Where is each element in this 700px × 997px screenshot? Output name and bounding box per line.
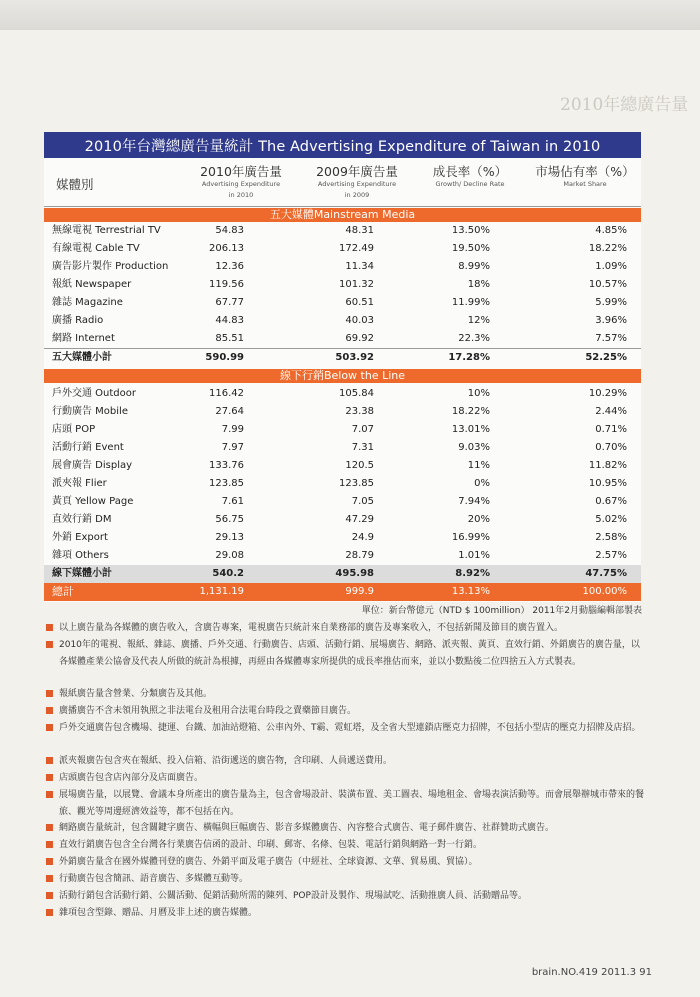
bullet-square-icon [46, 724, 53, 731]
table-row [44, 529, 641, 547]
header-growth [415, 165, 525, 189]
row-name: 黃頁 Yellow Page [52, 496, 134, 507]
row-name: 無線電視 Terrestrial TV [52, 225, 161, 236]
row-name: 外銷 Export [52, 532, 108, 543]
row-share: 4.85% [595, 225, 627, 236]
row-growth: 18.22% [451, 406, 490, 417]
row-2010: 133.76 [209, 460, 244, 471]
row-2010: 116.42 [209, 388, 244, 399]
background-heading: 2010年總廣告量 [560, 95, 689, 115]
row-2009: 7.31 [351, 442, 374, 453]
bullet-square-icon [46, 690, 53, 697]
table-row [44, 403, 641, 421]
note-text: 外銷廣告量含在國外媒體刊登的廣告、外銷平面及電子廣告（中經社、全球資源、文華、貿易風、貿協）。 [59, 857, 478, 867]
row-name: 有線電視 Cable TV [52, 243, 140, 254]
bullet-square-icon [46, 875, 53, 882]
bullet-square-icon [46, 791, 53, 798]
unit-note: 單位：新台幣億元（NTD $ 100million） 2011年2月動腦編輯部製表 [361, 606, 642, 616]
row-name: 活動行銷 Event [52, 442, 124, 453]
row-2010: 27.64 [215, 406, 244, 417]
row-2009: 7.07 [351, 424, 374, 435]
row-name: 雜誌 Magazine [52, 297, 123, 308]
row-share: 10.57% [588, 279, 627, 290]
row-share: 5.99% [595, 297, 627, 308]
table-row [44, 312, 641, 330]
row-growth: 17.28% [448, 352, 490, 363]
row-2010: 540.2 [212, 568, 244, 579]
row-growth: 1.01% [458, 550, 490, 561]
row-2009: 105.84 [339, 388, 374, 399]
note-text: 戶外交通廣告包含機場、捷運、台鐵、加油站燈箱、公車內外、T霸、霓虹塔，及全省大型連鎖店壓克力招牌，不包括小型店的壓克力招牌及店招。 [59, 723, 641, 733]
row-share: 0.67% [595, 496, 627, 507]
note-text: 以上廣告量為各媒體的廣告收入，含廣告專案，電視廣告只統計來自業務部的廣告及專案收入，不包括新聞及節目的廣告置入。 [59, 623, 564, 633]
header-2010-main: 2010年廣告量 [200, 164, 282, 179]
row-2009: 503.92 [335, 352, 374, 363]
table-row [44, 457, 641, 475]
header-divider [44, 206, 641, 207]
row-name: 五大媒體小計 [52, 352, 112, 363]
row-2010: 123.85 [209, 478, 244, 489]
table-row [44, 385, 641, 403]
note-text: 派夾報廣告包含夾在報紙、投入信箱、沿街遞送的廣告物，含印刷、人員遞送費用。 [59, 756, 393, 766]
row-name: 派夾報 Flier [52, 478, 107, 489]
note-text: 店頭廣告包含店內部分及店面廣告。 [59, 773, 204, 783]
row-share: 7.57% [595, 333, 627, 344]
row-name: 廣播 Radio [52, 315, 104, 326]
bullet-square-icon [46, 757, 53, 764]
row-share: 100.00% [582, 586, 627, 597]
table-title: 2010年台灣總廣告量統計 The Advertising Expenditure of Taiwan in 2010 [44, 132, 641, 158]
row-share: 10.29% [588, 388, 627, 399]
row-growth: 13.01% [451, 424, 490, 435]
row-share: 1.09% [595, 261, 627, 272]
table-row [44, 493, 641, 511]
row-share: 0.71% [595, 424, 627, 435]
note-text: 網路廣告量統計，包含關鍵字廣告、橫幅與巨幅廣告、影音多媒體廣告、內容整合式廣告、電子郵件廣告、社群贊助式廣告。 [59, 823, 555, 833]
row-growth: 8.92% [455, 568, 490, 579]
row-share: 2.58% [595, 532, 627, 543]
row-2009: 7.05 [351, 496, 374, 507]
row-2009: 495.98 [335, 568, 374, 579]
total-row [44, 583, 641, 601]
row-growth: 18% [467, 279, 490, 290]
row-2010: 7.97 [221, 442, 244, 453]
row-2010: 54.83 [215, 225, 244, 236]
header-growth-sub: Growth/ Decline Rate [435, 180, 505, 189]
table-row [44, 421, 641, 439]
row-growth: 0% [474, 478, 490, 489]
header-2010-sub1: Advertising Expenditure [201, 180, 281, 189]
row-2009: 69.92 [345, 333, 374, 344]
row-share: 47.75% [585, 568, 627, 579]
bullet-square-icon [46, 641, 53, 648]
row-2010: 590.99 [205, 352, 244, 363]
row-2010: 67.77 [215, 297, 244, 308]
table-row [44, 330, 641, 348]
row-growth: 12% [467, 315, 490, 326]
row-2009: 23.38 [345, 406, 374, 417]
row-share: 52.25% [585, 352, 627, 363]
row-growth: 13.50% [451, 225, 490, 236]
row-growth: 16.99% [451, 532, 490, 543]
header-2010-sub2: in 2010 [228, 190, 254, 199]
header-2009-main: 2009年廣告量 [316, 164, 398, 179]
row-share: 5.02% [595, 514, 627, 525]
table-row [44, 276, 641, 294]
header-share [530, 165, 640, 189]
media-column-label: 媒體別 [56, 177, 94, 192]
row-name: 戶外交通 Outdoor [52, 388, 137, 399]
row-2010: 1,131.19 [199, 586, 244, 597]
row-2009: 11.34 [345, 261, 374, 272]
section-btl-bar: 線下行銷Below the Line [44, 369, 641, 383]
row-growth: 22.3% [458, 333, 490, 344]
table-row [44, 240, 641, 258]
row-share: 11.82% [588, 460, 627, 471]
subtotal-row-btl [44, 565, 641, 583]
row-2010: 7.99 [221, 424, 244, 435]
row-2010: 44.83 [215, 315, 244, 326]
subtotal-row-mainstream [44, 349, 641, 367]
header-2009-sub2: in 2009 [344, 190, 370, 199]
row-2009: 60.51 [345, 297, 374, 308]
section-mainstream-bar: 五大媒體Mainstream Media [44, 208, 641, 222]
header-2010 [186, 165, 296, 199]
row-share: 3.96% [595, 315, 627, 326]
row-2009: 123.85 [339, 478, 374, 489]
table-row [44, 222, 641, 240]
note-text: 報紙廣告量含營業、分類廣告及其他。 [59, 689, 213, 699]
bullet-square-icon [46, 707, 53, 714]
row-growth: 8.99% [458, 261, 490, 272]
row-2009: 999.9 [345, 586, 374, 597]
bullet-square-icon [46, 892, 53, 899]
row-2010: 206.13 [209, 243, 244, 254]
row-2010: 85.51 [215, 333, 244, 344]
bullet-square-icon [46, 624, 53, 631]
bullet-square-icon [46, 774, 53, 781]
table-row [44, 439, 641, 457]
row-name: 店頭 POP [52, 424, 96, 435]
table-row [44, 547, 641, 565]
row-growth: 20% [467, 514, 490, 525]
bullet-square-icon [46, 909, 53, 916]
row-name: 展會廣告 Display [52, 460, 133, 471]
note-text: 直效行銷廣告包含全台灣各行業廣告信函的設計、印刷、郵寄、名條、包裝、電話行銷與網路一對一行銷。 [59, 840, 483, 850]
row-2010: 29.08 [215, 550, 244, 561]
row-name: 線下媒體小計 [52, 568, 112, 579]
top-scan-band [0, 0, 700, 30]
row-2009: 40.03 [345, 315, 374, 326]
row-name: 雜項 Others [52, 550, 109, 561]
bullet-square-icon [46, 858, 53, 865]
note-text: 廣播廣告不含未領用執照之非法電台及租用合法電台時段之賣藥節目廣告。 [59, 706, 357, 716]
table-row [44, 511, 641, 529]
header-share-main: 市場佔有率（%） [535, 164, 635, 179]
row-2009: 172.49 [339, 243, 374, 254]
note-text: 2010年的電視、報紙、雜誌、廣播、戶外交通、行動廣告、店頭、活動行銷、展場廣告、網路、派夾報、黃頁、直效行銷、外銷廣告的廣告量，以各媒體產業公協會及代表人所做的統計為根據，再經由各媒體專家所提供的成長率推估而來，並以小數點後二位四捨五入方式製表。 [59, 640, 640, 667]
table-row [44, 294, 641, 312]
row-2009: 120.5 [345, 460, 374, 471]
bullet-square-icon [46, 841, 53, 848]
header-2009 [302, 165, 412, 199]
note-text: 行動廣告包含簡訊、語音廣告、多媒體互動等。 [59, 874, 249, 884]
row-share: 2.57% [595, 550, 627, 561]
row-name: 行動廣告 Mobile [52, 406, 128, 417]
row-2009: 24.9 [351, 532, 374, 543]
row-2009: 28.79 [345, 550, 374, 561]
header-2009-sub1: Advertising Expenditure [317, 180, 397, 189]
row-growth: 11.99% [451, 297, 490, 308]
row-share: 10.95% [588, 478, 627, 489]
row-name: 直效行銷 DM [52, 514, 112, 525]
row-share: 18.22% [588, 243, 627, 254]
note-text: 雜項包含型錄、贈品、月曆及非上述的廣告媒體。 [59, 908, 258, 918]
row-growth: 9.03% [458, 442, 490, 453]
row-2010: 7.61 [221, 496, 244, 507]
row-name: 報紙 Newspaper [52, 279, 132, 290]
row-share: 2.44% [595, 406, 627, 417]
row-name: 總計 [52, 585, 74, 598]
row-2009: 101.32 [339, 279, 374, 290]
header-share-sub: Market Share [563, 180, 607, 189]
note-text: 展場廣告量，以展覽、會議本身所產出的廣告量為主，包含會場設計、裝潢布置、美工圖表、場地租金、會場表演活動等。而會展舉辦城市帶來的餐旅、觀光等周邊經濟效益等，都不包括在內。 [59, 790, 645, 817]
row-growth: 7.94% [458, 496, 490, 507]
row-2010: 29.13 [215, 532, 244, 543]
row-growth: 10% [467, 388, 490, 399]
row-2009: 48.31 [345, 225, 374, 236]
row-2010: 56.75 [215, 514, 244, 525]
note-text: 活動行銷包含活動行銷、公關活動、促銷活動所需的陳列、POP設計及製作、現場試吃、活動推廣人員、活動贈品等。 [59, 891, 527, 901]
row-growth: 13.13% [451, 586, 490, 597]
row-growth: 11% [467, 460, 490, 471]
table-row [44, 475, 641, 493]
row-2010: 119.56 [209, 279, 244, 290]
row-name: 網路 Internet [52, 333, 115, 344]
table-row [44, 258, 641, 276]
bullet-square-icon [46, 824, 53, 831]
page-footer: brain.NO.419 2011.3 91 [531, 967, 652, 978]
row-share: 0.70% [595, 442, 627, 453]
row-2010: 12.36 [215, 261, 244, 272]
row-growth: 19.50% [451, 243, 490, 254]
row-name: 廣告影片製作 Production [52, 261, 169, 272]
row-2009: 47.29 [345, 514, 374, 525]
header-growth-main: 成長率（%） [432, 164, 508, 179]
